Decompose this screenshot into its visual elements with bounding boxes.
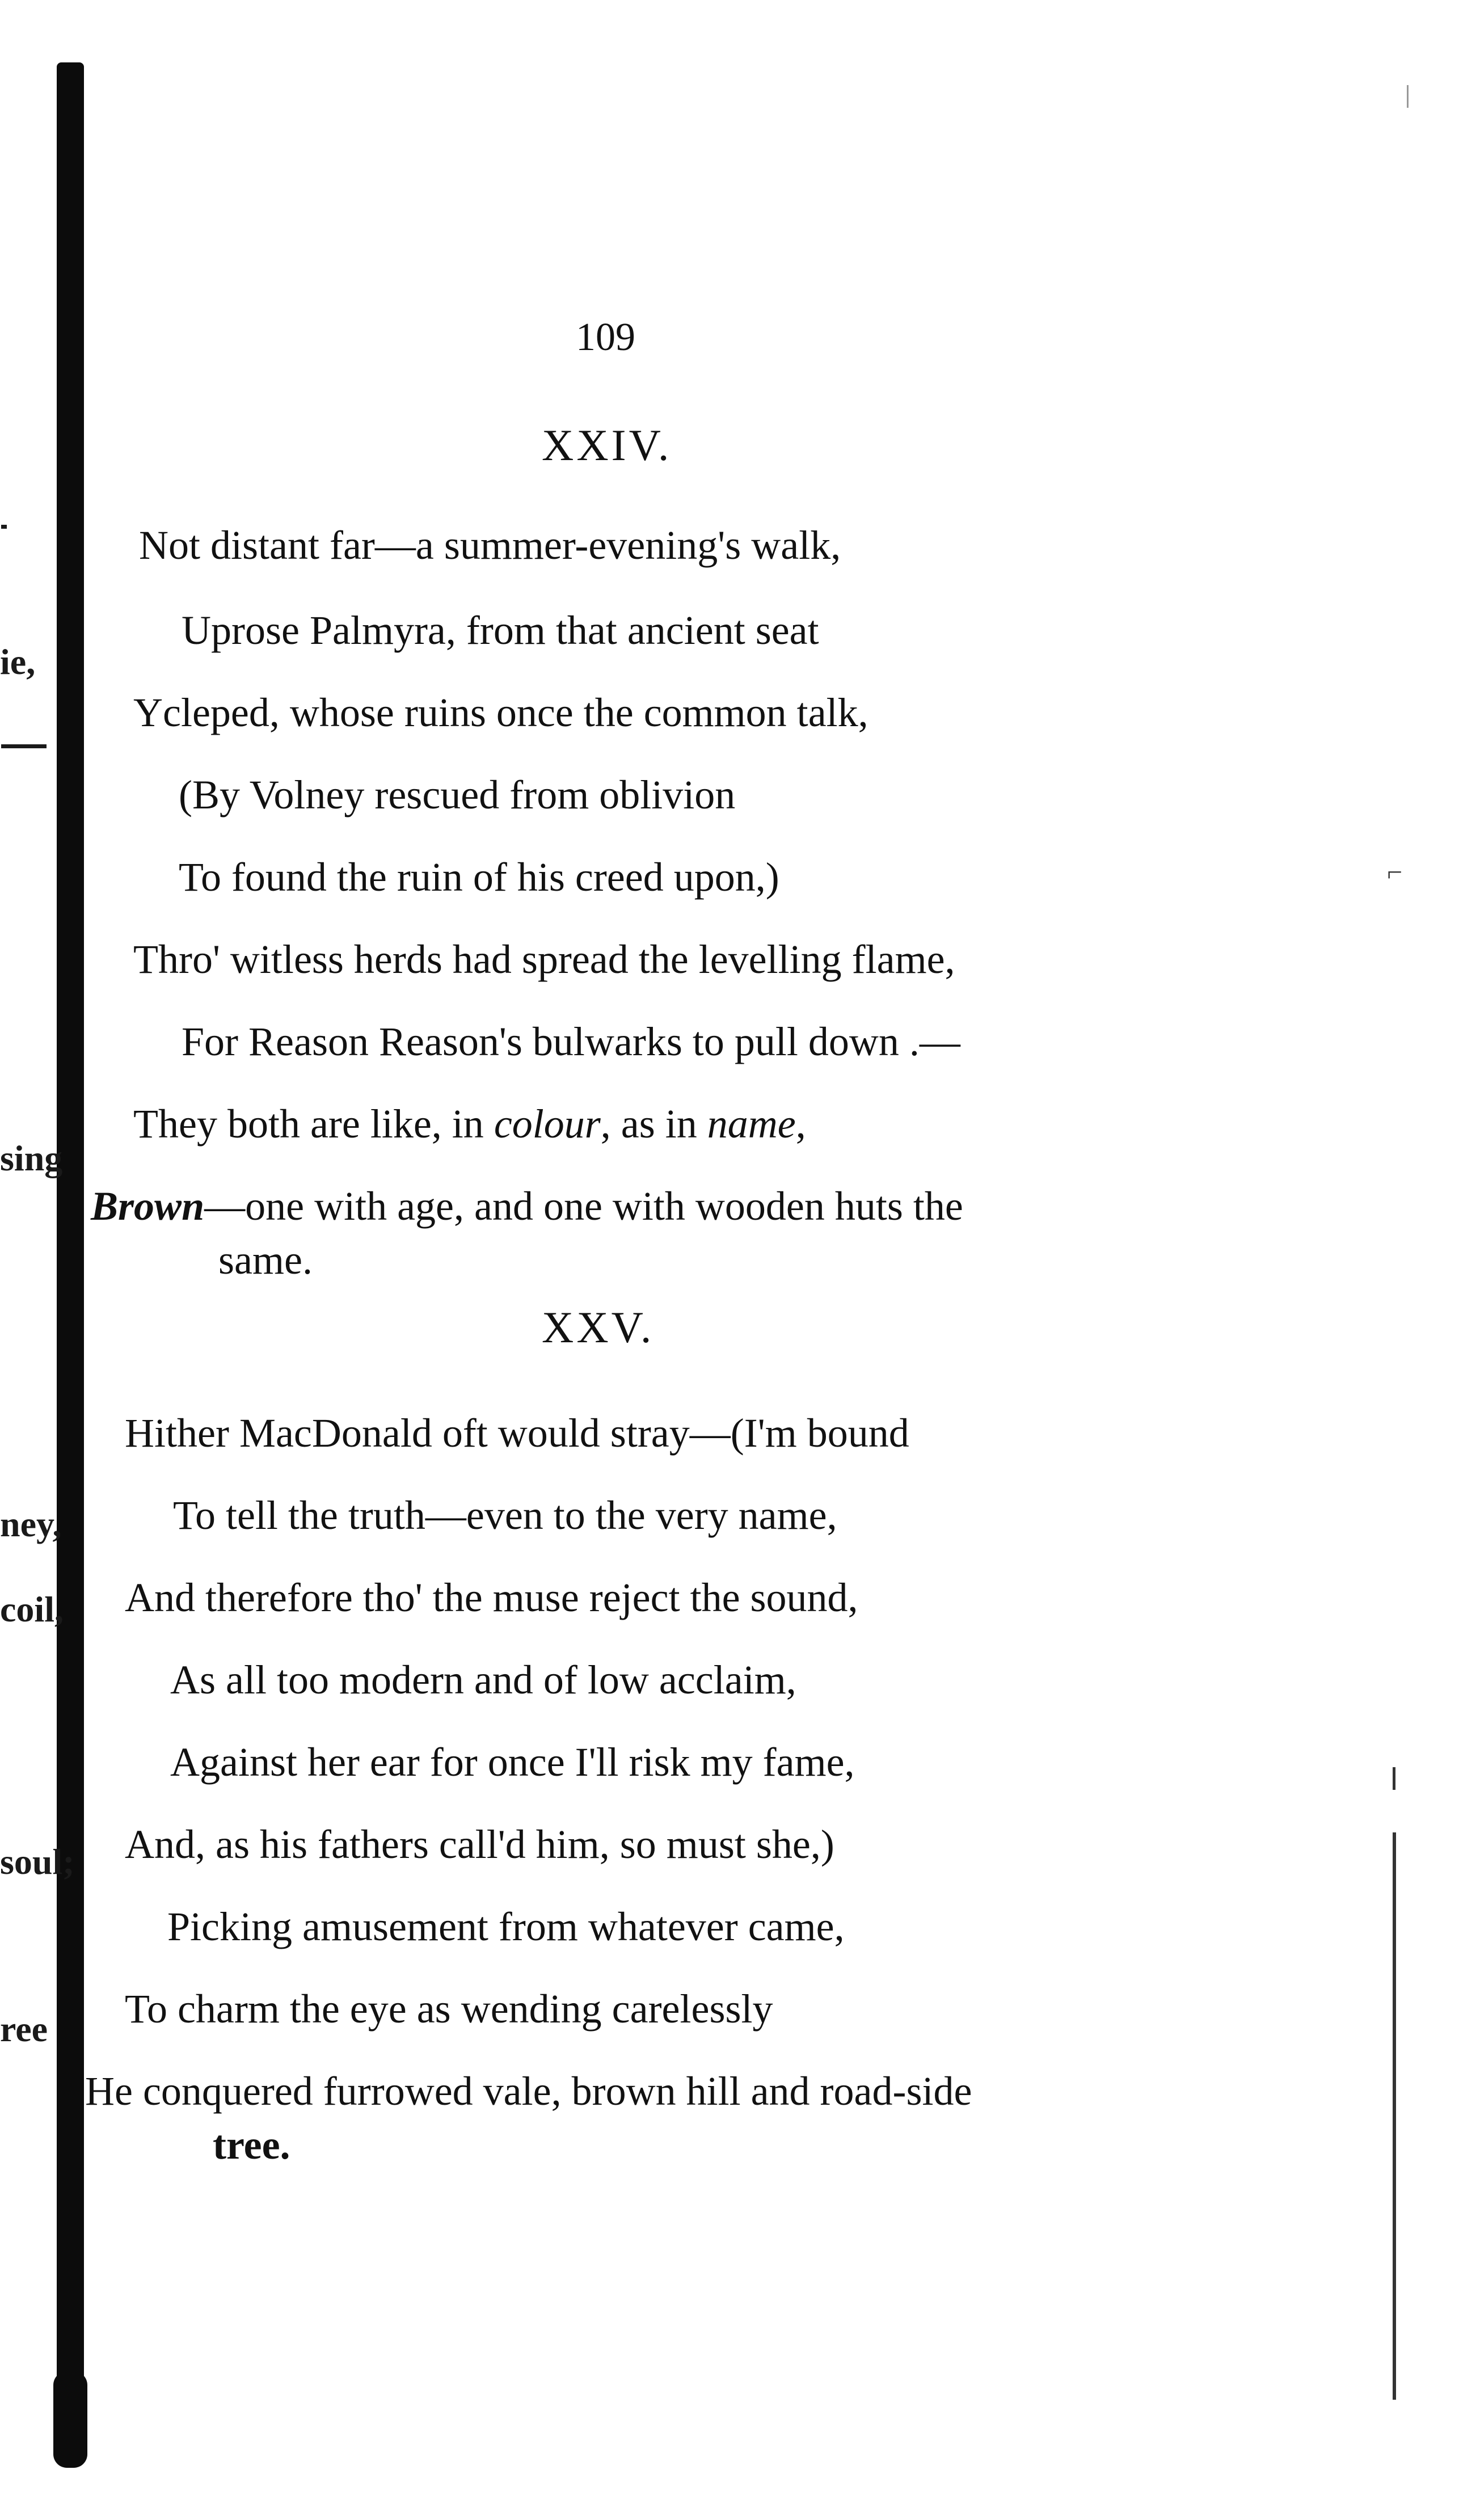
stanza-heading: XXV. bbox=[542, 1303, 655, 1352]
verse-line: And, as his fathers call'd him, so must she,) bbox=[125, 1822, 834, 1867]
binding-edge bbox=[57, 62, 84, 2462]
verse-line: To found the ruin of his creed upon,) bbox=[179, 854, 779, 900]
verse-line: As all too modern and of low acclaim, bbox=[170, 1657, 796, 1703]
verse-line: And therefore tho' the muse reject the sound, bbox=[125, 1575, 858, 1620]
gutter-fragment: sing bbox=[0, 1138, 63, 1178]
page-number: 109 bbox=[576, 315, 635, 359]
verse-line: Thro' witless herds had spread the levelling flame, bbox=[133, 937, 955, 982]
binding-notch bbox=[53, 2371, 87, 2468]
gutter-fragment: ree bbox=[0, 2009, 48, 2049]
stanza-heading: XXIV. bbox=[542, 420, 672, 470]
verse-line: To tell the truth—even to the very name, bbox=[173, 1493, 837, 1538]
margin-mark: ⌐ bbox=[1387, 857, 1403, 887]
verse-line: They both are like, in colour, as in name, bbox=[133, 1101, 806, 1147]
gutter-fragment: soul; bbox=[0, 1841, 75, 1882]
right-edge-tick bbox=[1407, 85, 1409, 108]
verse-continuation: same. bbox=[218, 1237, 313, 1283]
verse-continuation: tree. bbox=[213, 2122, 290, 2168]
gutter-fragment: ney, bbox=[0, 1504, 62, 1544]
verse-line: Uprose Palmyra, from that ancient seat bbox=[182, 608, 819, 653]
verse-line: Against her ear for once I'll risk my fame, bbox=[170, 1739, 855, 1785]
gutter-fragment: ie, bbox=[0, 642, 36, 682]
gutter-fragment: coil, bbox=[0, 1589, 64, 1629]
verse-line: Brown—one with age, and one with wooden huts the bbox=[91, 1183, 963, 1229]
gutter-dash bbox=[1, 525, 7, 529]
verse-line: Ycleped, whose ruins once the common talk, bbox=[133, 690, 868, 735]
verse-line: Picking amusement from whatever came, bbox=[167, 1904, 845, 1949]
verse-line: Hither MacDonald oft would stray—(I'm bound bbox=[125, 1410, 909, 1456]
verse-line: To charm the eye as wending carelessly bbox=[125, 1986, 773, 2032]
right-edge-rule bbox=[1393, 1832, 1396, 2400]
verse-line: Not distant far—a summer-evening's walk, bbox=[139, 522, 841, 568]
verse-line: (By Volney rescued from oblivion bbox=[179, 772, 736, 817]
verse-line: For Reason Reason's bulwarks to pull down .— bbox=[182, 1019, 960, 1064]
right-edge-tick bbox=[1393, 1767, 1395, 1790]
verse-line: He conquered furrowed vale, brown hill and road-side bbox=[85, 2068, 972, 2114]
gutter-dash bbox=[1, 744, 47, 748]
